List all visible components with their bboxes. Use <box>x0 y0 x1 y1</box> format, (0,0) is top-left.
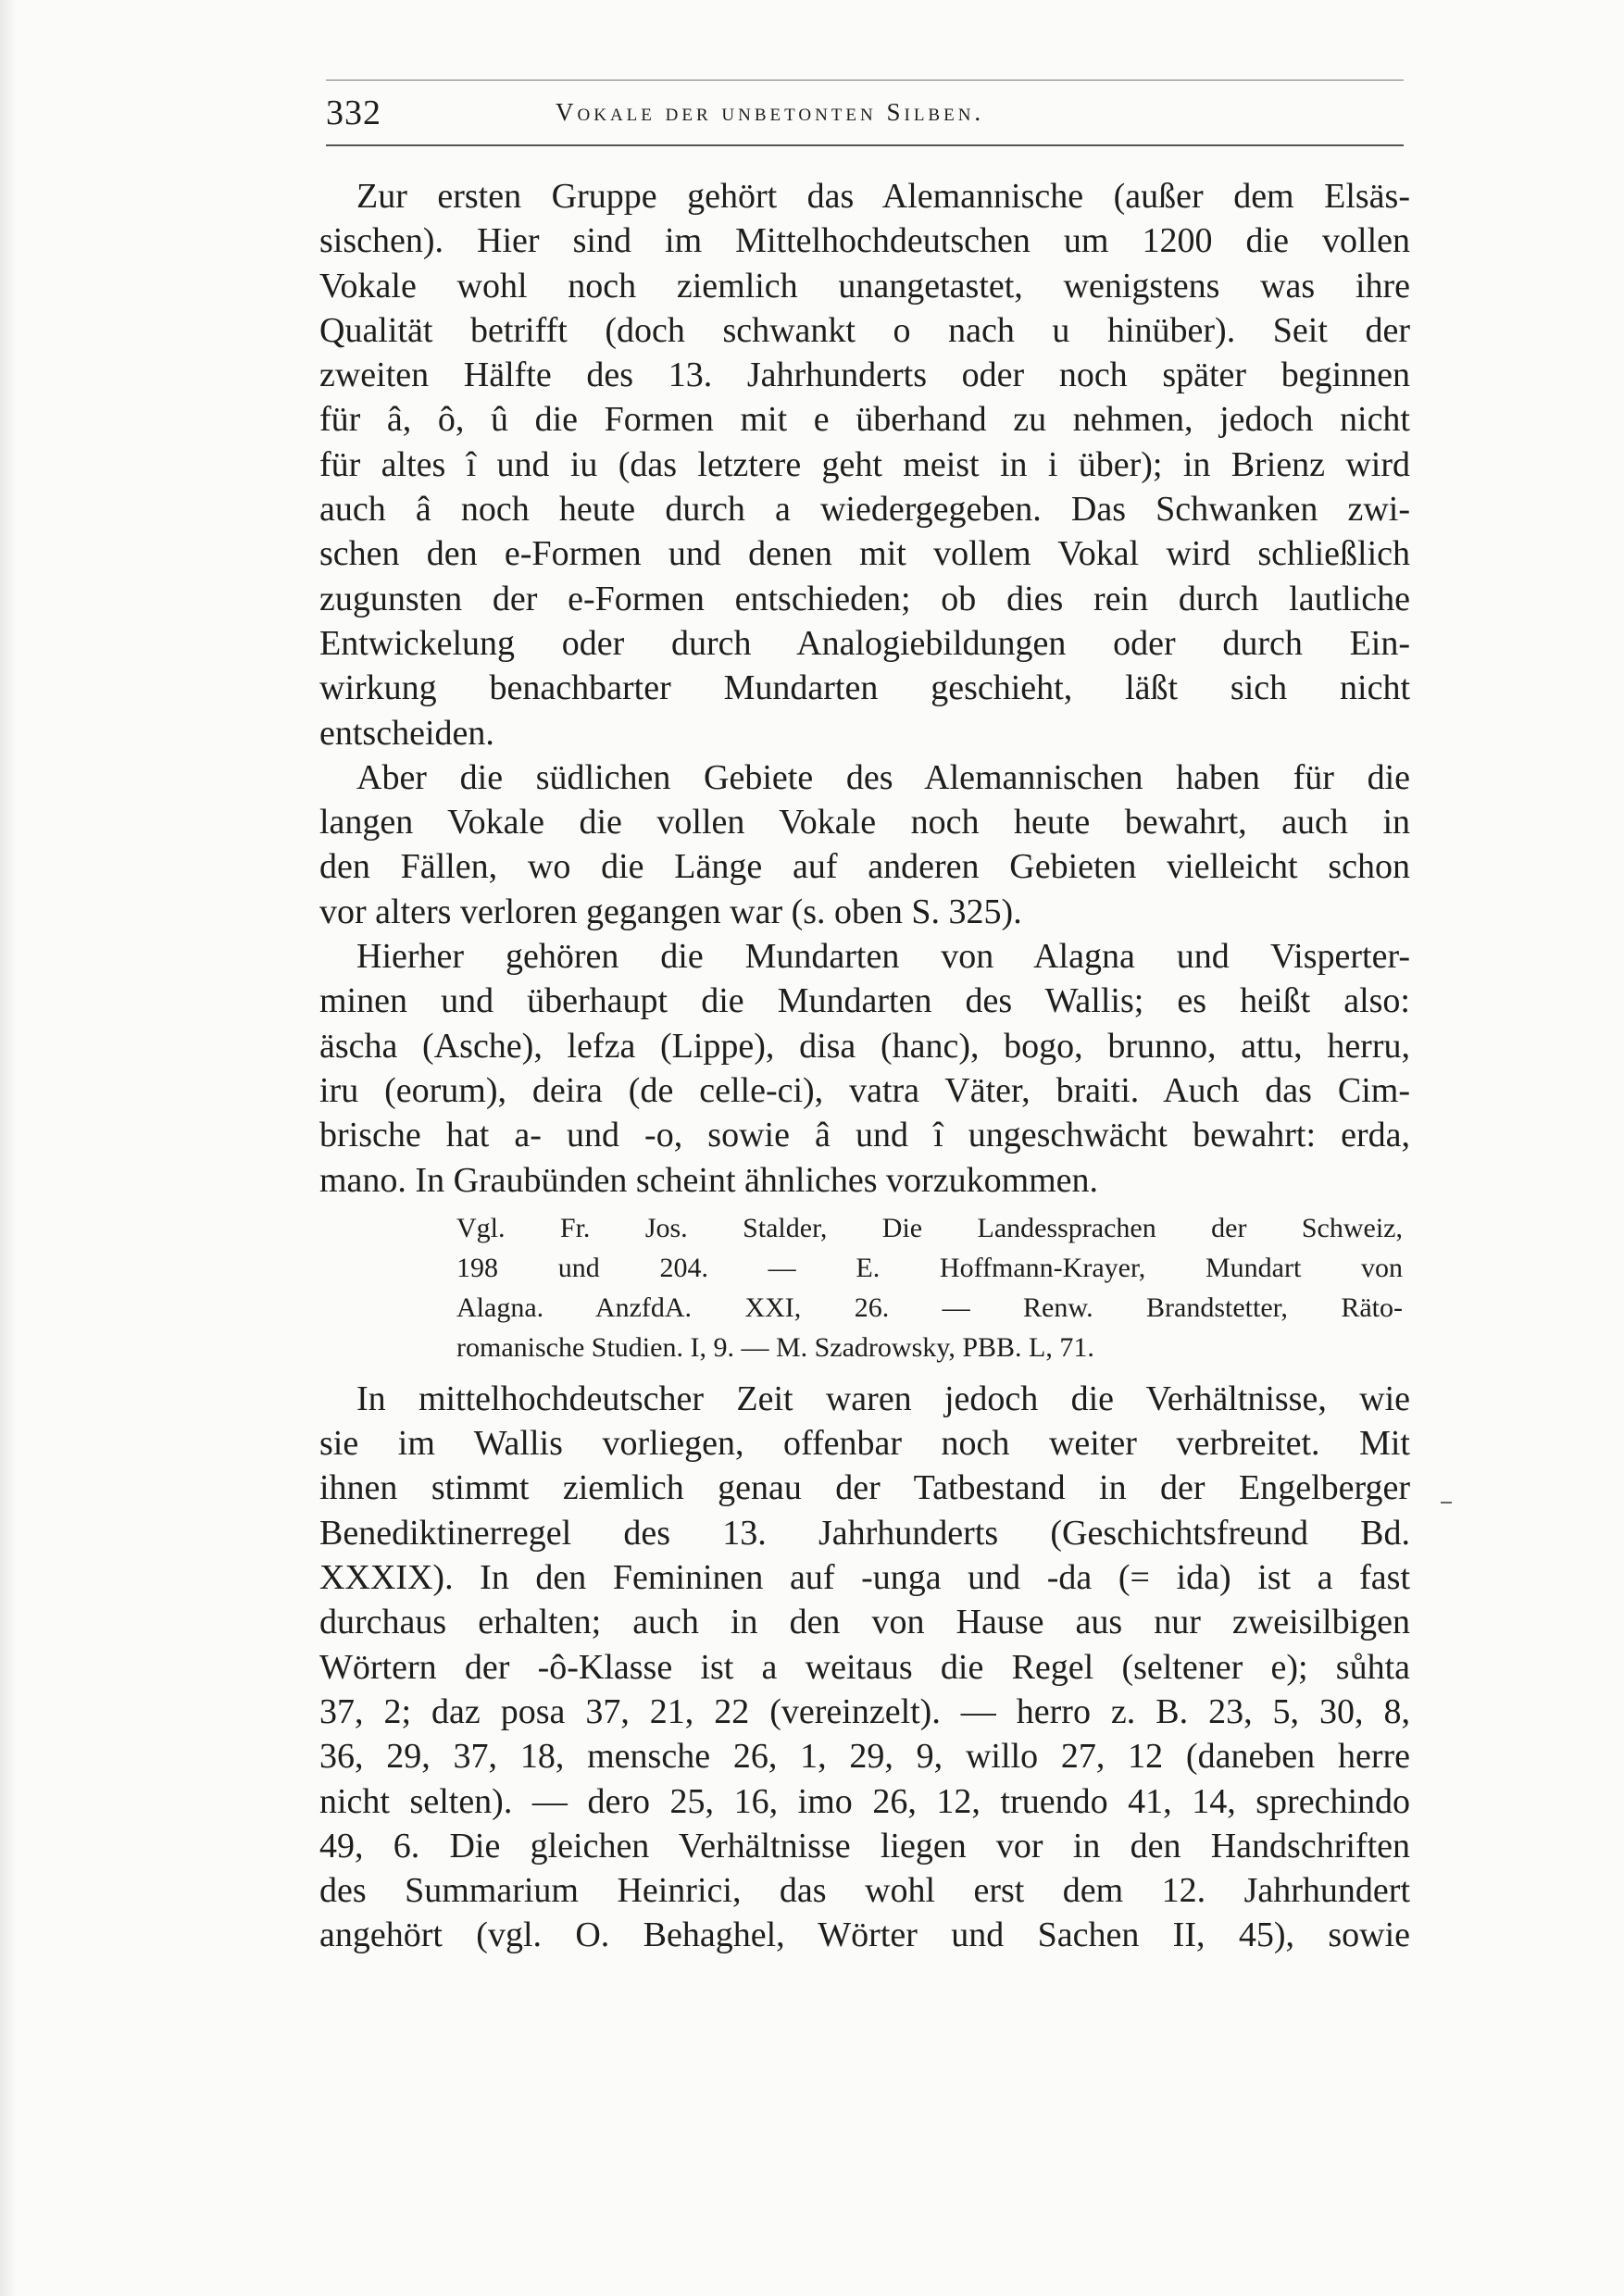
text-line: Zur ersten Gruppe gehört das Alemannische (außer dem Elsäs- <box>356 177 1410 216</box>
text-line: ihnen stimmt ziemlich genau der Tatbestand in der Engelberger <box>319 1468 1410 1508</box>
text-line: nicht selten). — dero 25, 16, imo 26, 12, truendo 41, 14, sprechindo <box>319 1781 1410 1821</box>
text-line: vor alters verloren gegangen war (s. oben S. 325). <box>319 892 1022 931</box>
text-line: iru (eorum), deira (de celle-ci), vatra Väter, braiti. Auch das Cim- <box>319 1070 1410 1110</box>
note-line: romanische Studien. I, 9. — M. Szadrowsky, PBB. L, 71. <box>456 1331 1094 1363</box>
text-line: Hierher gehören die Mundarten von Alagna und Visperter- <box>356 937 1410 977</box>
text-line: auch â noch heute durch a wiedergegeben. Das Schwanken zwi- <box>319 490 1410 530</box>
paragraph-1 <box>319 174 1410 755</box>
text-line: Vokale wohl noch ziemlich unangetastet, wenigstens was ihre <box>319 266 1410 306</box>
text-line: Aber die südlichen Gebiete des Alemannischen haben für die <box>356 757 1410 797</box>
header-rule-bottom <box>326 144 1404 146</box>
bibliographic-note <box>319 1208 1410 1367</box>
text-line: zugunsten der e-Formen entschieden; ob dies rein durch lautliche <box>319 579 1410 618</box>
page-number: 332 <box>326 94 381 132</box>
text-line: schen den e-Formen und denen mit vollem Vokal wird schließlich <box>319 534 1410 574</box>
note-line: Vgl. Fr. Jos. Stalder, Die Landessprachen der Schweiz, <box>456 1212 1403 1243</box>
text-line: den Fällen, wo die Länge auf anderen Gebieten vielleicht schon <box>319 847 1410 887</box>
note-line: Alagna. AnzfdA. XXI, 26. — Renw. Brandstetter, Räto- <box>456 1292 1403 1323</box>
text-line: langen Vokale die vollen Vokale noch heute bewahrt, auch in <box>319 803 1410 842</box>
main-text <box>319 174 1410 1958</box>
text-line: für â, ô, û die Formen mit e überhand zu nehmen, jedoch nicht <box>319 400 1410 440</box>
text-line: Benediktinerregel des 13. Jahrhunderts (Geschichtsfreund Bd. <box>319 1513 1410 1553</box>
running-title: Vokale der unbetonten Silben. <box>556 98 985 126</box>
paragraph-3 <box>319 934 1410 1203</box>
paragraph-4 <box>319 1377 1410 1958</box>
text-line: minen und überhaupt die Mundarten des Wallis; es heißt also: <box>319 981 1410 1021</box>
page-gutter-shadow <box>0 0 17 2296</box>
text-line: sie im Wallis vorliegen, offenbar noch weiter verbreitet. Mit <box>319 1424 1410 1464</box>
text-line: wirkung benachbarter Mundarten geschieht, läßt sich nicht <box>319 668 1410 708</box>
text-line: Qualität betrifft (doch schwankt o nach u hinüber). Seit der <box>319 310 1410 350</box>
text-line: 49, 6. Die gleichen Verhältnisse liegen vor in den Handschriften <box>319 1826 1410 1866</box>
header-rule-top <box>326 80 1404 81</box>
note-line: 198 und 204. — E. Hoffmann-Krayer, Mundart von <box>456 1252 1403 1283</box>
text-line: XXXIX). In den Femininen auf -unga und -da (= ida) ist a fast <box>319 1558 1410 1598</box>
text-line: des Summarium Heinrici, das wohl erst dem 12. Jahrhundert <box>319 1871 1410 1911</box>
text-line: durchaus erhalten; auch in den von Hause aus nur zweisilbigen <box>319 1603 1410 1642</box>
text-line: für altes î und iu (das letztere geht meist in i über); in Brienz wird <box>319 444 1410 484</box>
text-line: Entwickelung oder durch Analogiebildungen oder durch Ein- <box>319 623 1410 663</box>
text-line: äscha (Asche), lefza (Lippe), disa (hanc), bogo, brunno, attu, herru, <box>319 1026 1410 1066</box>
text-line: Wörtern der -ô-Klasse ist a weitaus die Regel (seltener e); sůhta <box>319 1647 1410 1687</box>
text-line: mano. In Graubünden scheint ähnliches vorzukommen. <box>319 1160 1099 1200</box>
text-line: In mittelhochdeutscher Zeit waren jedoch die Verhältnisse, wie <box>356 1379 1410 1418</box>
text-line: sischen). Hier sind im Mittelhochdeutschen um 1200 die vollen <box>319 221 1410 261</box>
margin-mark <box>1441 1502 1452 1504</box>
text-line: entscheiden. <box>319 713 494 753</box>
text-line: angehört (vgl. O. Behaghel, Wörter und Sachen II, 45), sowie <box>319 1915 1410 1955</box>
paragraph-2 <box>319 755 1410 934</box>
text-line: brische hat a- und -o, sowie â und î ungeschwächt bewahrt: erda, <box>319 1116 1410 1155</box>
text-line: 37, 2; daz posa 37, 21, 22 (vereinzelt). — herro z. B. 23, 5, 30, 8, <box>319 1691 1410 1731</box>
text-line: zweiten Hälfte des 13. Jahrhunderts oder noch später beginnen <box>319 356 1410 395</box>
text-line: 36, 29, 37, 18, mensche 26, 1, 29, 9, willo 27, 12 (daneben herre <box>319 1737 1410 1777</box>
